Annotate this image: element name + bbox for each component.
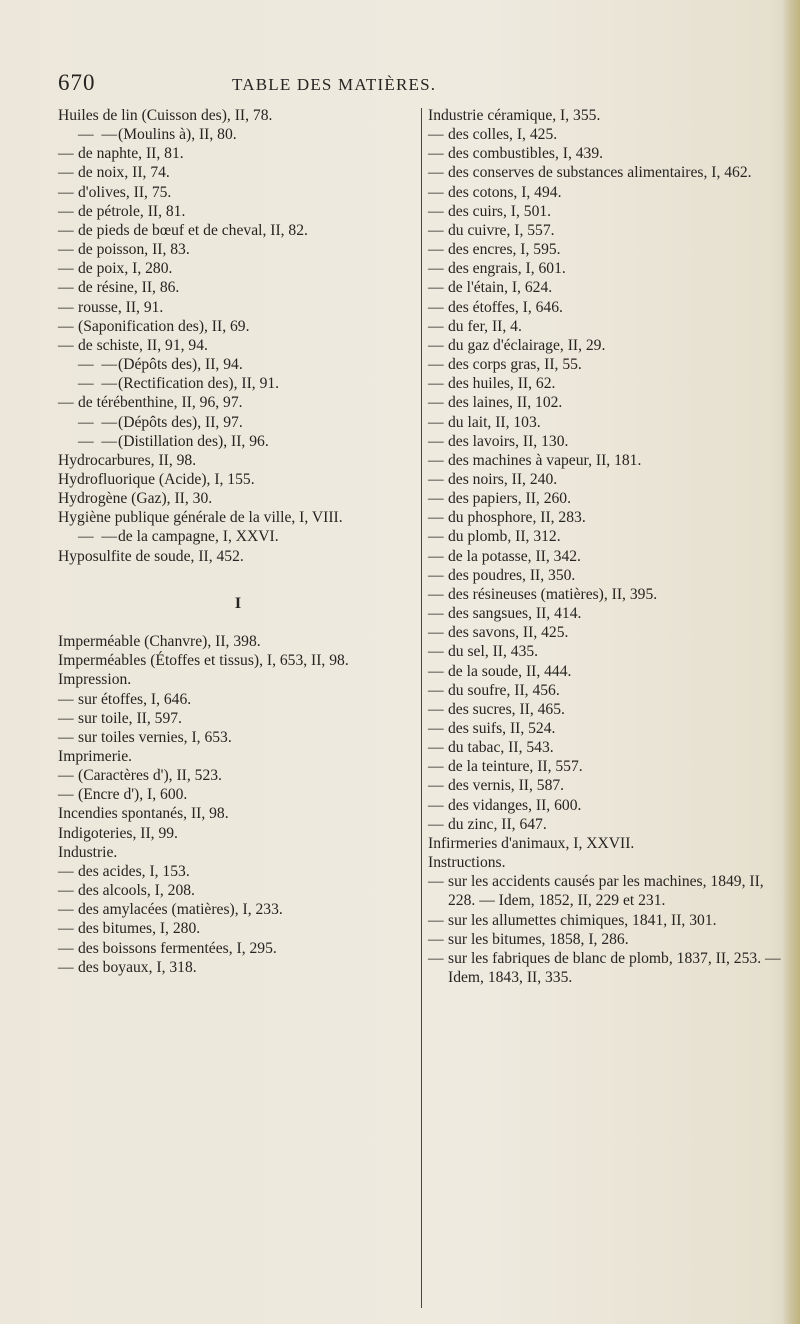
ditto-dash: — bbox=[58, 317, 74, 335]
index-entry bbox=[58, 804, 418, 823]
index-entry bbox=[428, 336, 788, 355]
page-header bbox=[0, 70, 800, 100]
index-entry bbox=[428, 642, 788, 661]
index-entry bbox=[58, 202, 418, 221]
ditto-dash: — bbox=[428, 758, 444, 776]
index-entry-text: Incendies spontanés, II, 98. bbox=[58, 805, 229, 823]
index-entry-text: des colles, I, 425. bbox=[448, 126, 558, 144]
index-entry-text: rousse, II, 91. bbox=[78, 298, 164, 316]
index-entry bbox=[428, 776, 788, 795]
ditto-dash: — bbox=[58, 767, 74, 785]
section-letter-text: I bbox=[234, 594, 242, 612]
index-entry-text: des noirs, II, 240. bbox=[448, 470, 558, 488]
index-entry bbox=[58, 163, 418, 182]
ditto-dash: — bbox=[428, 777, 444, 795]
index-entry bbox=[58, 824, 418, 843]
ditto-dash: — bbox=[428, 509, 444, 527]
index-entry bbox=[58, 547, 418, 566]
ditto-dash: — bbox=[428, 662, 444, 680]
index-entry-text: Imperméable (Chanvre), II, 398. bbox=[58, 633, 261, 651]
ditto-dash: — bbox=[428, 547, 444, 565]
ditto-dash: — bbox=[58, 882, 74, 900]
index-entry-text: des boissons fermentées, I, 295. bbox=[78, 939, 277, 957]
index-entry bbox=[428, 911, 788, 930]
ditto-dash: — bbox=[428, 451, 444, 469]
ditto-dash: — bbox=[58, 958, 74, 976]
ditto-dash: — bbox=[428, 126, 444, 144]
column-divider bbox=[421, 108, 422, 1308]
index-entry bbox=[428, 566, 788, 585]
ditto-dash: — bbox=[428, 930, 444, 948]
index-entry bbox=[58, 259, 418, 278]
index-entry bbox=[58, 125, 418, 144]
index-entry-text: (Encre d'), I, 600. bbox=[78, 786, 188, 804]
index-entry-text: des sangsues, II, 414. bbox=[448, 605, 582, 623]
index-entry-text: du gaz d'éclairage, II, 29. bbox=[448, 336, 606, 354]
ditto-dash: — bbox=[428, 585, 444, 603]
index-entry bbox=[428, 853, 788, 872]
index-entry-text: sur les fabriques de blanc de plomb, 1837, II, 253. — Idem, 1843, II, 335. bbox=[448, 949, 781, 987]
index-entry bbox=[58, 881, 418, 900]
index-entry bbox=[58, 862, 418, 881]
ditto-dash: — — bbox=[78, 528, 117, 546]
index-entry bbox=[58, 508, 418, 527]
index-entry-text: Instructions. bbox=[428, 854, 506, 872]
index-entry bbox=[58, 355, 418, 374]
index-entry-text: de poix, I, 280. bbox=[78, 260, 173, 278]
ditto-dash: — bbox=[428, 241, 444, 259]
index-entry-text: de naphte, II, 81. bbox=[78, 145, 184, 163]
index-entry bbox=[428, 662, 788, 681]
index-entry-text: de la soude, II, 444. bbox=[448, 662, 572, 680]
index-entry-text: des corps gras, II, 55. bbox=[448, 356, 582, 374]
index-entry-text: de la campagne, I, XXVI. bbox=[118, 528, 279, 546]
ditto-dash: — bbox=[428, 145, 444, 163]
ditto-dash: — bbox=[428, 739, 444, 757]
index-entry bbox=[58, 527, 418, 546]
index-entry bbox=[428, 432, 788, 451]
index-entry bbox=[58, 336, 418, 355]
index-entry-text: des étoffes, I, 646. bbox=[448, 298, 563, 316]
index-entry bbox=[58, 709, 418, 728]
index-entry-text: Industrie céramique, I, 355. bbox=[428, 107, 601, 124]
ditto-dash: — bbox=[58, 728, 74, 746]
index-entry bbox=[428, 508, 788, 527]
index-entry-text: du fer, II, 4. bbox=[448, 317, 522, 335]
ditto-dash: — bbox=[58, 901, 74, 919]
running-title: TABLE DES MATIÈRES. bbox=[232, 75, 437, 94]
index-entry bbox=[428, 872, 788, 910]
index-entry bbox=[428, 106, 788, 125]
index-entry-text: (Rectification des), II, 91. bbox=[118, 375, 280, 393]
index-entry-text: du zinc, II, 647. bbox=[448, 815, 547, 833]
index-entry-text: sur les allumettes chimiques, 1841, II, 301. bbox=[448, 911, 717, 929]
index-entry bbox=[428, 374, 788, 393]
ditto-dash: — bbox=[428, 796, 444, 814]
index-entry-text: Huiles de lin (Cuisson des), II, 78. bbox=[58, 107, 273, 124]
ditto-dash: — — bbox=[78, 375, 117, 393]
spacer bbox=[58, 566, 418, 594]
index-entry-text: Imperméables (Étoffes et tissus), I, 653, II, 98. bbox=[58, 652, 349, 670]
index-entry bbox=[58, 919, 418, 938]
index-entry-text: des sucres, II, 465. bbox=[448, 700, 565, 718]
index-entry-text: (Moulins à), II, 80. bbox=[118, 126, 237, 144]
index-entry bbox=[428, 183, 788, 202]
index-entry bbox=[428, 547, 788, 566]
index-entry bbox=[428, 317, 788, 336]
index-entry bbox=[58, 958, 418, 977]
index-entry-text: des cotons, I, 494. bbox=[448, 183, 562, 201]
index-entry-text: des lavoirs, II, 130. bbox=[448, 432, 569, 450]
index-entry-text: des engrais, I, 601. bbox=[448, 260, 566, 278]
index-entry bbox=[58, 451, 418, 470]
index-entry bbox=[428, 834, 788, 853]
index-entry-text: des conserves de substances alimentaires, I, 462. bbox=[448, 164, 752, 182]
index-entry bbox=[58, 317, 418, 336]
ditto-dash: — bbox=[428, 432, 444, 450]
ditto-dash: — bbox=[58, 241, 74, 259]
ditto-dash: — bbox=[428, 643, 444, 661]
index-entry-text: de pétrole, II, 81. bbox=[78, 202, 186, 220]
index-entry bbox=[428, 355, 788, 374]
index-entry-text: des suifs, II, 524. bbox=[448, 720, 556, 737]
index-entry-text: (Dépôts des), II, 94. bbox=[118, 356, 243, 374]
ditto-dash: — bbox=[428, 202, 444, 220]
index-entry bbox=[428, 757, 788, 776]
index-entry bbox=[58, 298, 418, 317]
ditto-dash: — bbox=[428, 336, 444, 354]
index-entry bbox=[58, 670, 418, 689]
index-entry-text: du sel, II, 435. bbox=[448, 643, 539, 661]
ditto-dash: — bbox=[58, 221, 74, 239]
index-entry-text: sur toile, II, 597. bbox=[78, 709, 182, 727]
ditto-dash: — bbox=[428, 700, 444, 718]
index-entry-text: de schiste, II, 91, 94. bbox=[78, 336, 208, 354]
index-entry-text: des amylacées (matières), I, 233. bbox=[78, 901, 283, 919]
ditto-dash: — bbox=[58, 939, 74, 957]
index-entry-text: Impression. bbox=[58, 671, 132, 689]
index-entry-text: des encres, I, 595. bbox=[448, 241, 561, 259]
index-entry-text: Hydrofluorique (Acide), I, 155. bbox=[58, 470, 255, 488]
index-entry-text: du tabac, II, 543. bbox=[448, 739, 554, 757]
index-entry bbox=[428, 125, 788, 144]
index-entry-text: Industrie. bbox=[58, 843, 118, 861]
page-number: 670 bbox=[58, 70, 96, 95]
index-entry bbox=[428, 719, 788, 738]
index-entry bbox=[58, 183, 418, 202]
ditto-dash: — bbox=[58, 202, 74, 220]
index-entry-text: des bitumes, I, 280. bbox=[78, 920, 201, 938]
index-entry-text: (Distillation des), II, 96. bbox=[118, 432, 269, 450]
index-entry bbox=[428, 221, 788, 240]
index-entry bbox=[58, 939, 418, 958]
index-column-right bbox=[428, 106, 788, 987]
ditto-dash: — bbox=[58, 336, 74, 354]
index-entry bbox=[58, 374, 418, 393]
index-entry bbox=[428, 738, 788, 757]
index-entry bbox=[428, 815, 788, 834]
index-entry bbox=[428, 470, 788, 489]
index-entry-text: Imprimerie. bbox=[58, 747, 133, 765]
index-entry-text: du lait, II, 103. bbox=[448, 413, 541, 431]
index-entry bbox=[428, 585, 788, 604]
index-entry-text: des huiles, II, 62. bbox=[448, 375, 556, 393]
index-entry-text: des poudres, II, 350. bbox=[448, 566, 576, 584]
index-entry bbox=[428, 393, 788, 412]
index-entry-text: des vernis, II, 587. bbox=[448, 777, 565, 795]
ditto-dash: — bbox=[58, 145, 74, 163]
index-entry bbox=[428, 298, 788, 317]
ditto-dash: — bbox=[58, 786, 74, 804]
index-entry-text: sur les accidents causés par les machines, 1849, II, 228. — Idem, 1852, II, 229 et 231. bbox=[448, 873, 764, 910]
index-entry-text: du soufre, II, 456. bbox=[448, 681, 560, 699]
ditto-dash: — bbox=[428, 356, 444, 374]
ditto-dash: — bbox=[428, 317, 444, 335]
index-entry bbox=[58, 651, 418, 670]
ditto-dash: — — bbox=[78, 356, 117, 374]
ditto-dash: — bbox=[428, 183, 444, 201]
index-entry bbox=[428, 278, 788, 297]
ditto-dash: — bbox=[428, 260, 444, 278]
ditto-dash: — bbox=[428, 528, 444, 546]
section-letter bbox=[58, 594, 418, 613]
ditto-dash: — bbox=[58, 709, 74, 727]
ditto-dash: — bbox=[428, 681, 444, 699]
index-entry bbox=[58, 432, 418, 451]
index-entry bbox=[428, 681, 788, 700]
index-entry bbox=[58, 221, 418, 240]
ditto-dash: — bbox=[58, 920, 74, 938]
index-entry-text: des machines à vapeur, II, 181. bbox=[448, 451, 642, 469]
ditto-dash: — bbox=[428, 298, 444, 316]
index-entry bbox=[428, 930, 788, 949]
index-entry-text: de térébenthine, II, 96, 97. bbox=[78, 394, 243, 412]
ditto-dash: — bbox=[428, 720, 444, 737]
index-entry bbox=[58, 144, 418, 163]
ditto-dash: — bbox=[58, 862, 74, 880]
ditto-dash: — bbox=[428, 279, 444, 297]
ditto-dash: — bbox=[428, 394, 444, 412]
index-entry bbox=[58, 690, 418, 709]
index-entry-text: Infirmeries d'animaux, I, XXVII. bbox=[428, 834, 635, 852]
index-entry-text: des savons, II, 425. bbox=[448, 624, 569, 642]
ditto-dash: — bbox=[58, 164, 74, 182]
index-entry-text: (Saponification des), II, 69. bbox=[78, 317, 250, 335]
ditto-dash: — bbox=[428, 413, 444, 431]
index-entry-text: des boyaux, I, 318. bbox=[78, 958, 197, 976]
index-entry-text: Hyposulfite de soude, II, 452. bbox=[58, 547, 244, 565]
ditto-dash: — — bbox=[78, 126, 117, 144]
index-entry bbox=[428, 202, 788, 221]
index-entry-text: d'olives, II, 75. bbox=[78, 183, 172, 201]
index-entry-text: Hydrogène (Gaz), II, 30. bbox=[58, 490, 213, 508]
index-entry bbox=[428, 527, 788, 546]
index-entry bbox=[58, 489, 418, 508]
index-entry bbox=[58, 470, 418, 489]
ditto-dash: — bbox=[428, 470, 444, 488]
ditto-dash: — bbox=[58, 183, 74, 201]
ditto-dash: — bbox=[428, 873, 444, 891]
index-entry-text: (Caractères d'), II, 523. bbox=[78, 767, 222, 785]
index-entry-text: des alcools, I, 208. bbox=[78, 882, 195, 900]
index-entry-text: du plomb, II, 312. bbox=[448, 528, 561, 546]
index-entry-text: des résineuses (matières), II, 395. bbox=[448, 585, 658, 603]
index-entry-text: des combustibles, I, 439. bbox=[448, 145, 604, 163]
index-entry bbox=[428, 451, 788, 470]
index-entry-text: de résine, II, 86. bbox=[78, 279, 180, 297]
index-entry bbox=[428, 796, 788, 815]
ditto-dash: — bbox=[428, 911, 444, 929]
ditto-dash: — bbox=[428, 949, 444, 967]
index-entry bbox=[58, 278, 418, 297]
index-entry bbox=[428, 949, 788, 987]
index-entry-text: (Dépôts des), II, 97. bbox=[118, 413, 243, 431]
index-entry-text: Hydrocarbures, II, 98. bbox=[58, 451, 197, 469]
ditto-dash: — bbox=[58, 279, 74, 297]
index-entry bbox=[428, 240, 788, 259]
ditto-dash: — — bbox=[78, 432, 117, 450]
spacer bbox=[58, 613, 418, 632]
ditto-dash: — bbox=[428, 490, 444, 508]
ditto-dash: — bbox=[428, 221, 444, 239]
index-entry bbox=[428, 413, 788, 432]
index-entry bbox=[428, 259, 788, 278]
index-entry bbox=[58, 413, 418, 432]
index-entry-text: des acides, I, 153. bbox=[78, 862, 190, 880]
index-entry-text: de l'étain, I, 624. bbox=[448, 279, 553, 297]
ditto-dash: — bbox=[428, 566, 444, 584]
index-entry bbox=[58, 240, 418, 259]
index-entry-text: de la potasse, II, 342. bbox=[448, 547, 581, 565]
ditto-dash: — bbox=[428, 624, 444, 642]
index-entry bbox=[58, 785, 418, 804]
index-entry bbox=[58, 747, 418, 766]
ditto-dash: — bbox=[428, 164, 444, 182]
index-entry bbox=[428, 604, 788, 623]
index-entry bbox=[428, 700, 788, 719]
index-entry-text: sur les bitumes, 1858, I, 286. bbox=[448, 930, 629, 948]
index-entry bbox=[58, 106, 418, 125]
index-entry-text: des laines, II, 102. bbox=[448, 394, 563, 412]
index-column-left bbox=[58, 106, 418, 977]
index-entry-text: sur toiles vernies, I, 653. bbox=[78, 728, 232, 746]
index-entry-text: de la teinture, II, 557. bbox=[448, 758, 583, 776]
index-entry bbox=[58, 393, 418, 412]
ditto-dash: — bbox=[58, 298, 74, 316]
index-entry bbox=[58, 843, 418, 862]
ditto-dash: — bbox=[428, 815, 444, 833]
ditto-dash: — bbox=[58, 260, 74, 278]
index-entry bbox=[58, 900, 418, 919]
index-entry-text: Indigoteries, II, 99. bbox=[58, 824, 178, 842]
ditto-dash: — — bbox=[78, 413, 117, 431]
index-entry-text: des cuirs, I, 501. bbox=[448, 202, 552, 220]
index-entry bbox=[428, 489, 788, 508]
index-entry-text: Hygiène publique générale de la ville, I, VIII. bbox=[58, 509, 343, 527]
index-entry bbox=[428, 163, 788, 182]
ditto-dash: — bbox=[428, 605, 444, 623]
index-entry bbox=[58, 632, 418, 651]
index-entry-text: des vidanges, II, 600. bbox=[448, 796, 582, 814]
index-entry-text: des papiers, II, 260. bbox=[448, 490, 571, 508]
index-entry-text: de pieds de bœuf et de cheval, II, 82. bbox=[78, 221, 308, 239]
index-entry bbox=[58, 766, 418, 785]
index-entry-text: de noix, II, 74. bbox=[78, 164, 170, 182]
index-entry-text: du cuivre, I, 557. bbox=[448, 221, 555, 239]
index-entry bbox=[428, 144, 788, 163]
index-entry-text: du phosphore, II, 283. bbox=[448, 509, 586, 527]
index-entry-text: sur étoffes, I, 646. bbox=[78, 690, 192, 708]
index-entry bbox=[58, 728, 418, 747]
ditto-dash: — bbox=[58, 394, 74, 412]
ditto-dash: — bbox=[428, 375, 444, 393]
ditto-dash: — bbox=[58, 690, 74, 708]
index-entry bbox=[428, 623, 788, 642]
index-entry-text: de poisson, II, 83. bbox=[78, 241, 190, 259]
